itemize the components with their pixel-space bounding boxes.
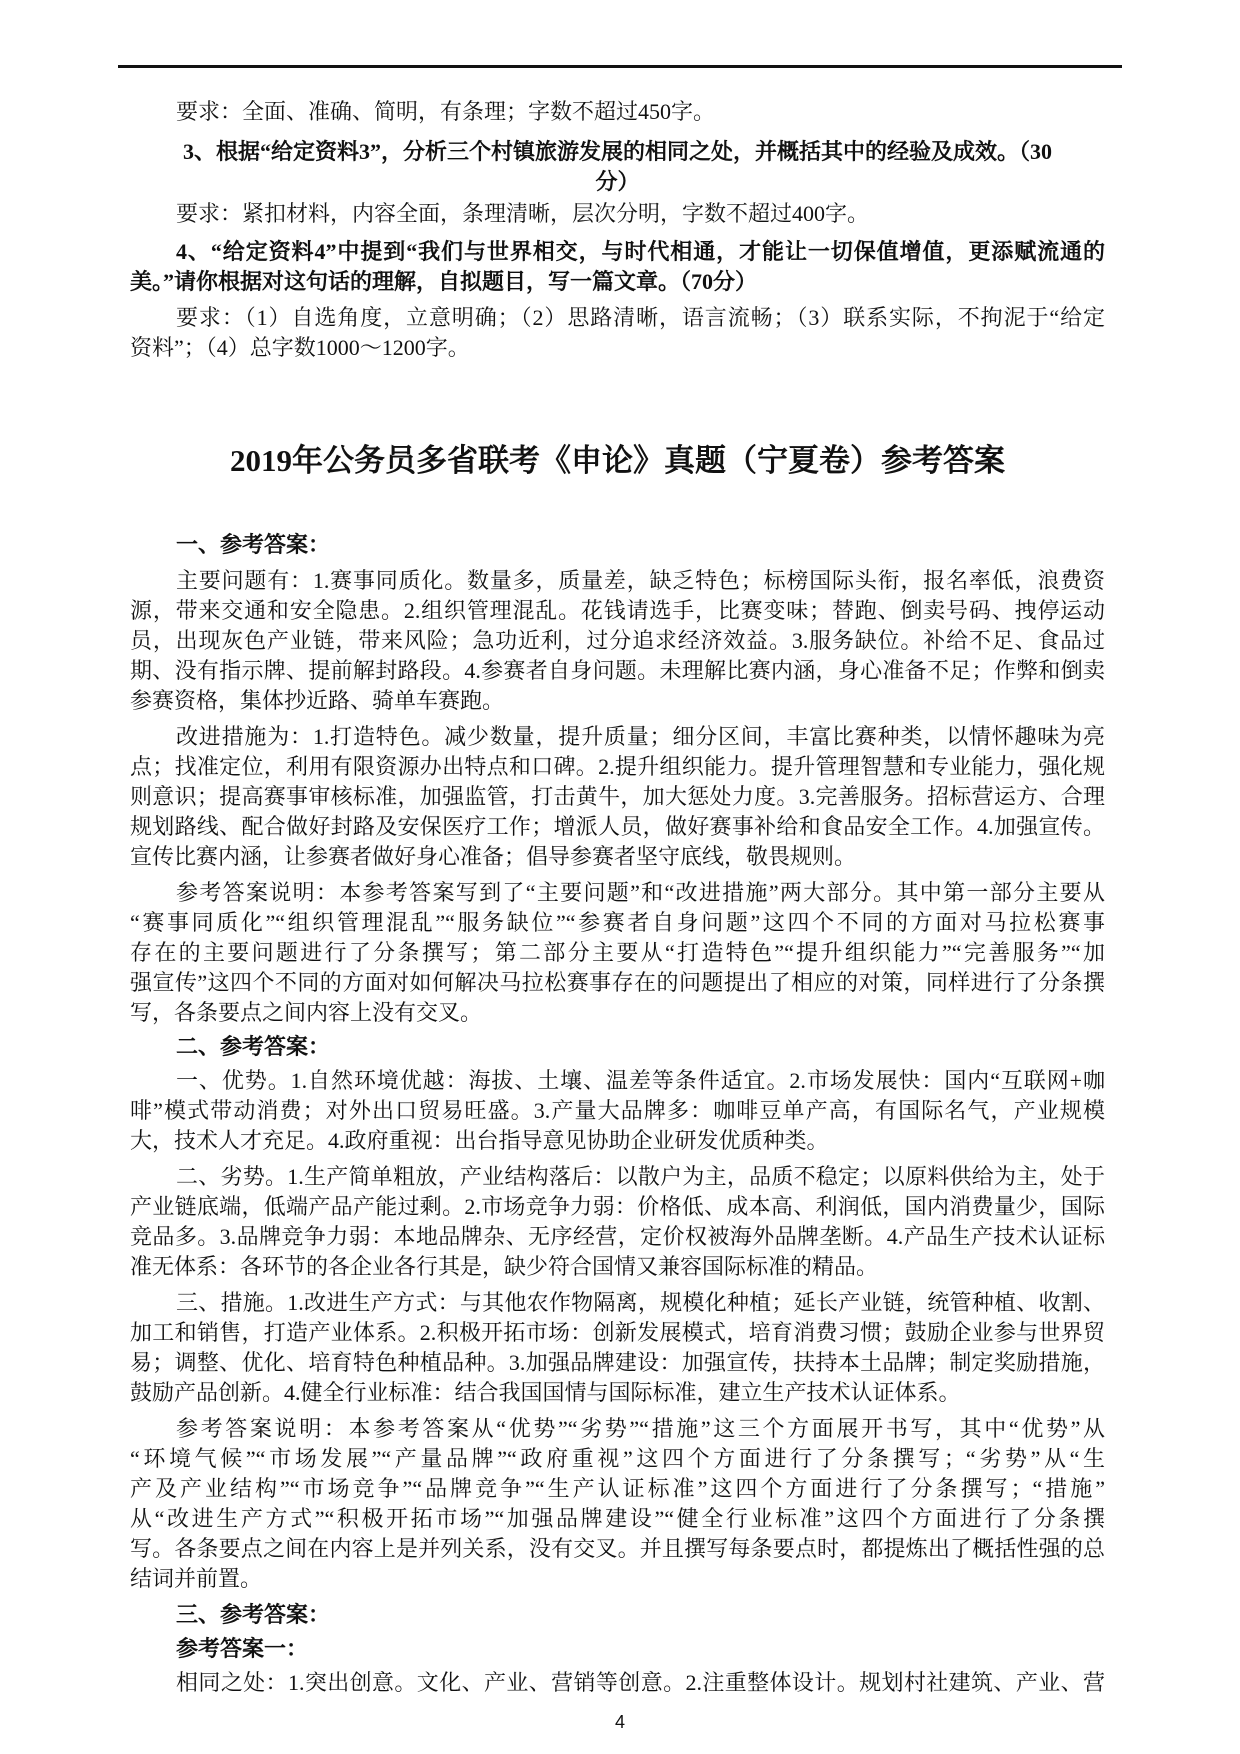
text-line: 相同之处：1.突出创意。文化、产业、营销等创意。2.注重整体设计。规划村社建筑、产业、营 [176,1670,1105,1695]
answers-section [130,530,1105,1698]
answer-heading-1 [130,530,1105,560]
questions-section [130,97,1105,363]
text-line: 4、“给定资料4”中提到“我们与世界相交，与时代相通，才能让一切保值增值，更添赋流通的 [176,239,1105,264]
text-line: 鼓励产品创新。4.健全行业标准：结合我国国情与国际标准，建立生产技术认证体系。 [130,1380,961,1405]
page-title: 2019年公务员多省联考《申论》真题（宁夏卷）参考答案 [230,443,1005,478]
answer-heading-2 [130,1032,1105,1062]
text-line: 啡”模式带动消费；对外出口贸易旺盛。3.产量大品牌多：咖啡豆单产高，有国际名气，产业规模 [130,1098,1105,1123]
text-line: 员，出现灰色产业链，带来风险；急功近利，过分追求经济效益。3.服务缺位。补给不足、食品过 [130,628,1105,653]
text-line: 写。各条要点之间在内容上是并列关系，没有交叉。并且撰写每条要点时，都提炼出了概括性强的总 [130,1536,1105,1561]
answer-2-explanation [130,1414,1105,1594]
text-line: 存在的主要问题进行了分条撰写；第二部分主要从“打造特色”“提升组织能力”“完善服务”“加 [130,940,1105,965]
text-line: 要求：全面、准确、简明，有条理；字数不超过450字。 [176,99,716,124]
answer-1-measures [130,722,1105,872]
text-line: 主要问题有：1.赛事同质化。数量多，质量差，缺乏特色；标榜国际头衔，报名率低，浪费资 [176,568,1105,593]
heading-text: 参考答案一： [176,1636,309,1661]
text-line: 规划路线、配合做好封路及安保医疗工作；增派人员，做好赛事补给和食品安全工作。4.加强宣传。 [130,814,1105,839]
text-line: 要求：（1）自选角度，立意明确；（2）思路清晰，语言流畅；（3）联系实际，不拘泥于“给定 [176,305,1105,330]
text-line: 竞品多。3.品牌竞争力弱：本地品牌杂、无序经营，定价权被海外品牌垄断。4.产品生产技术认证标 [130,1224,1105,1249]
text-line: 改进措施为：1.打造特色。减少数量，提升质量；细分区间，丰富比赛种类，以情怀趣味为亮 [176,724,1105,749]
text-line: 易；调整、优化、培育特色种植品种。3.加强品牌建设：加强宣传，扶持本土品牌；制定奖励措施， [130,1350,1105,1375]
answer-2-measures [130,1288,1105,1408]
answer-3-option-1-heading [130,1634,1105,1664]
text-line: 准无体系：各环节的各企业各行其是，缺少符合国情又兼容国际标准的精品。 [130,1254,879,1279]
text-line: 分） [595,169,640,194]
text-line: 二、劣势。1.生产简单粗放，产业结构落后：以散户为主，品质不稳定；以原料供给为主，处于 [176,1164,1105,1189]
text-line: 资料”；（4）总字数1000～1200字。 [130,335,470,360]
question-3 [130,137,1105,197]
text-line: 产及产业结构”“市场竞争”“品牌竞争”“生产认证标准”这四个方面进行了分条撰写；“措施” [130,1476,1105,1501]
text-line: 要求：紧扣材料，内容全面，条理清晰，层次分明，字数不超过400字。 [176,201,870,226]
text-line: “赛事同质化”“组织管理混乱”“服务缺位”“参赛者自身问题”这四个不同的方面对马拉松赛事 [130,910,1105,935]
text-line: 大，技术人才充足。4.政府重视：出台指导意见协助企业研发优质种类。 [130,1128,829,1153]
text-line: 美。”请你根据对这句话的理解，自拟题目，写一篇文章。（70分） [130,269,758,294]
text-line: 源，带来交通和安全隐患。2.组织管理混乱。花钱请选手，比赛变味；替跑、倒卖号码、拽停运动 [130,598,1105,623]
text-line: 点；找准定位，利用有限资源办出特点和口碑。2.提升组织能力。提升管理智慧和专业能力，强化规 [130,754,1105,779]
answer-heading-3 [130,1600,1105,1630]
text-line: 一、优势。1.自然环境优越：海拔、土壤、温差等条件适宜。2.市场发展快：国内“互联网+咖 [176,1068,1105,1093]
heading-text: 三、参考答案： [176,1602,331,1627]
text-line: 三、措施。1.改进生产方式：与其他农作物隔离，规模化种植；延长产业链，统管种植、收割、 [176,1290,1105,1315]
text-line: 3、根据“给定资料3”，分析三个村镇旅游发展的相同之处，并概括其中的经验及成效。（30 [182,139,1052,164]
requirement-q3 [130,199,1105,229]
text-line: 参赛资格，集体抄近路、骑单车赛跑。 [130,688,505,713]
text-line: 强宣传”这四个不同的方面对如何解决马拉松赛事存在的问题提出了相应的对策，同样进行了分条撰 [130,970,1105,995]
heading-text: 二、参考答案： [176,1034,331,1059]
requirement-q2 [130,97,1105,127]
text-line: 宣传比赛内涵，让参赛者做好身心准备；倡导参赛者坚守底线，敬畏规则。 [130,844,857,869]
text-line: 则意识；提高赛事审核标准，加强监管，打击黄牛，加大惩处力度。3.完善服务。招标营运方、合理 [130,784,1105,809]
text-line: 从“改进生产方式”“积极开拓市场”“加强品牌建设”“健全行业标准”这四个方面进行了分条撰 [130,1506,1105,1531]
text-line: 结词并前置。 [130,1566,263,1591]
answer-2-advantages [130,1066,1105,1156]
page-number: 4 [614,1712,625,1732]
text-line: 加工和销售，打造产业体系。2.积极开拓市场：创新发展模式，培育消费习惯；鼓励企业参与世界贸 [130,1320,1105,1345]
answer-3-similarities [130,1668,1105,1698]
text-line: 写，各条要点之间内容上没有交叉。 [130,1000,483,1025]
heading-text: 一、参考答案： [176,532,331,557]
text-line: 产业链底端，低端产品产能过剩。2.市场竞争力弱：价格低、成本高、利润低，国内消费量少，国际 [130,1194,1105,1219]
question-4 [130,237,1105,297]
requirement-q4 [130,303,1105,363]
answer-2-disadvantages [130,1162,1105,1282]
text-line: “环境气候”“市场发展”“产量品牌”“政府重视”这四个方面进行了分条撰写；“劣势”从“生 [130,1446,1105,1471]
text-line: 参考答案说明：本参考答案写到了“主要问题”和“改进措施”两大部分。其中第一部分主要从 [176,880,1105,905]
text-line: 期、没有指示牌、提前解封路段。4.参赛者自身问题。未理解比赛内涵，身心准备不足；作弊和倒卖 [130,658,1105,683]
answer-1-problems [130,566,1105,716]
text-line: 参考答案说明：本参考答案从“优势”“劣势”“措施”这三个方面展开书写，其中“优势”从 [176,1416,1105,1441]
header-rule [118,65,1122,68]
answer-1-explanation [130,878,1105,1028]
